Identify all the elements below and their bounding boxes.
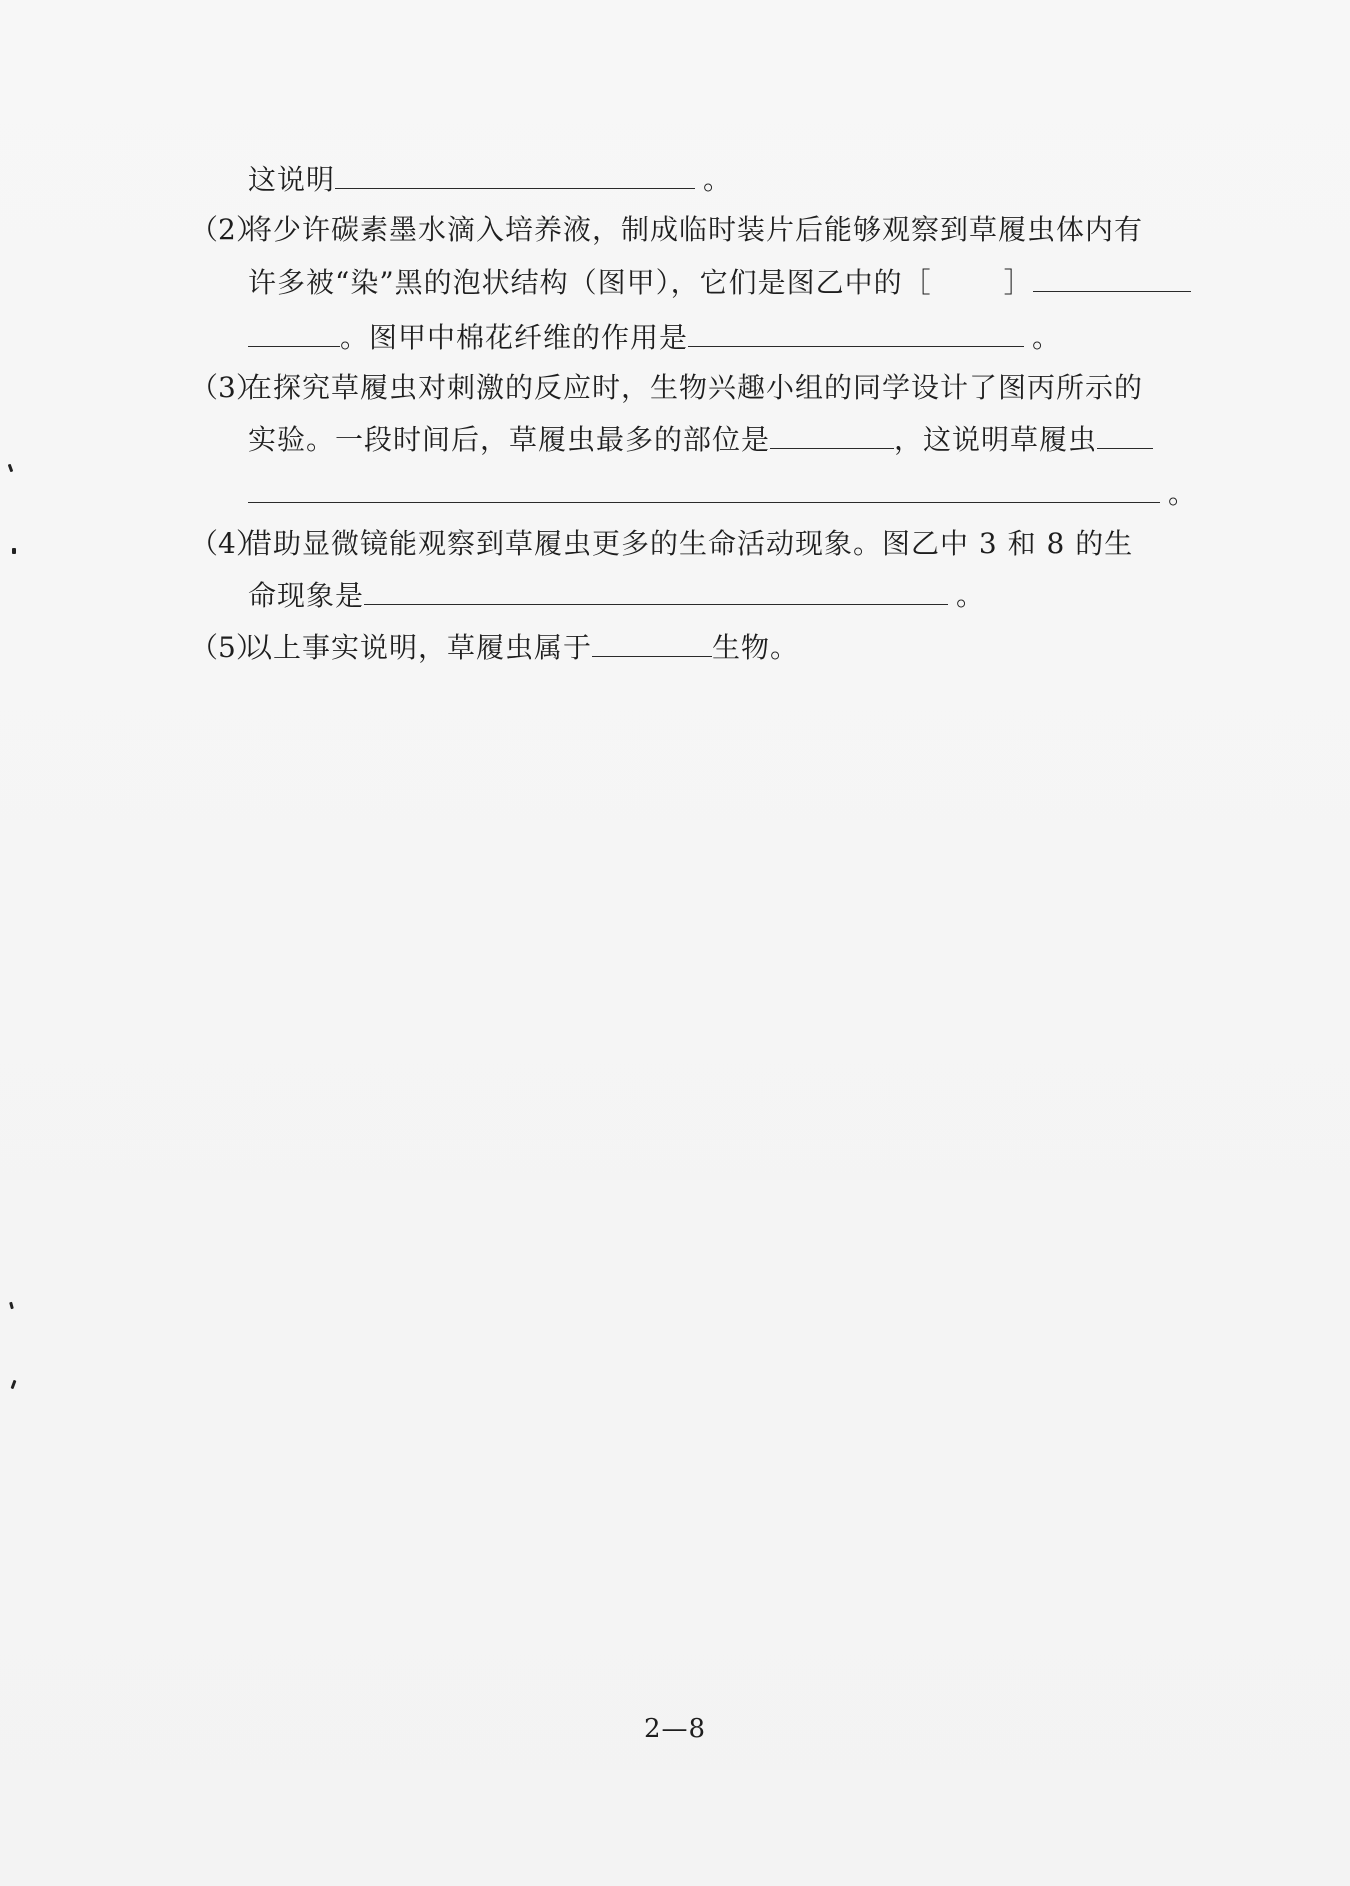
scan-speck	[11, 1380, 17, 1389]
question-2-number: （2）	[190, 213, 264, 246]
question-2-end: 。	[1032, 321, 1062, 354]
question-2-text-2: 许多被“染”黑的泡状结构（图甲），它们是图乙中的［	[248, 266, 932, 299]
question-2-text-1: 将少许碳素墨水滴入培养液，制成临时装片后能够观察到草履虫体内有	[244, 213, 1144, 246]
question-2-line-1	[190, 210, 1143, 250]
answer-blank-3a[interactable]	[770, 420, 894, 449]
answer-blank-4[interactable]	[364, 576, 948, 605]
question-3-end: 。	[1168, 477, 1198, 510]
scan-speck	[9, 1302, 14, 1310]
question-2-line-2	[248, 263, 1191, 303]
scan-speck	[8, 464, 14, 473]
question-2-text-3: 。图甲中棉花纤维的作用是	[340, 321, 689, 354]
question-3-number: （3）	[190, 371, 264, 404]
question-4-text-2: 命现象是	[248, 579, 365, 612]
continuation-end: 。	[703, 163, 733, 196]
question-4-end: 。	[956, 579, 986, 612]
question-4-line-2	[248, 576, 985, 616]
question-3-text-2: 实验。一段时间后，草履虫最多的部位是	[248, 423, 771, 456]
continuation-line	[248, 160, 732, 200]
answer-blank-1[interactable]	[335, 160, 695, 189]
question-3-text-1: 在探究草履虫对刺激的反应时，生物兴趣小组的同学设计了图丙所示的	[244, 371, 1144, 404]
answer-blank-2b[interactable]	[248, 318, 340, 347]
answer-blank-3b[interactable]	[1097, 420, 1153, 449]
question-5-number: （5）	[190, 631, 264, 664]
question-4-number: （4）	[190, 527, 264, 560]
question-3-line-2	[248, 420, 1153, 460]
question-3-line-3	[248, 474, 1197, 514]
question-4-text-1: 借助显微镜能观察到草履虫更多的生命活动现象。图乙中 3 和 8 的生	[244, 527, 1134, 560]
question-5-text-2: 生物。	[712, 631, 800, 664]
continuation-prefix: 这说明	[248, 163, 336, 196]
question-2-line-3	[248, 318, 1061, 358]
question-3-text-2b: ，这说明草履虫	[894, 423, 1098, 456]
page-number: 2—8	[643, 1714, 707, 1744]
answer-blank-2a[interactable]	[1033, 263, 1191, 292]
answer-blank-3c[interactable]	[248, 474, 1160, 503]
question-4-line-1	[190, 524, 1133, 564]
question-5-text-1: 以上事实说明，草履虫属于	[244, 631, 593, 664]
answer-blank-5[interactable]	[592, 628, 712, 657]
question-3-line-1	[190, 368, 1143, 408]
scan-speck	[12, 548, 16, 554]
question-2-bracket-close: ］	[1003, 266, 1033, 299]
answer-blank-2c[interactable]	[688, 318, 1024, 347]
question-5-line-1	[190, 628, 799, 668]
